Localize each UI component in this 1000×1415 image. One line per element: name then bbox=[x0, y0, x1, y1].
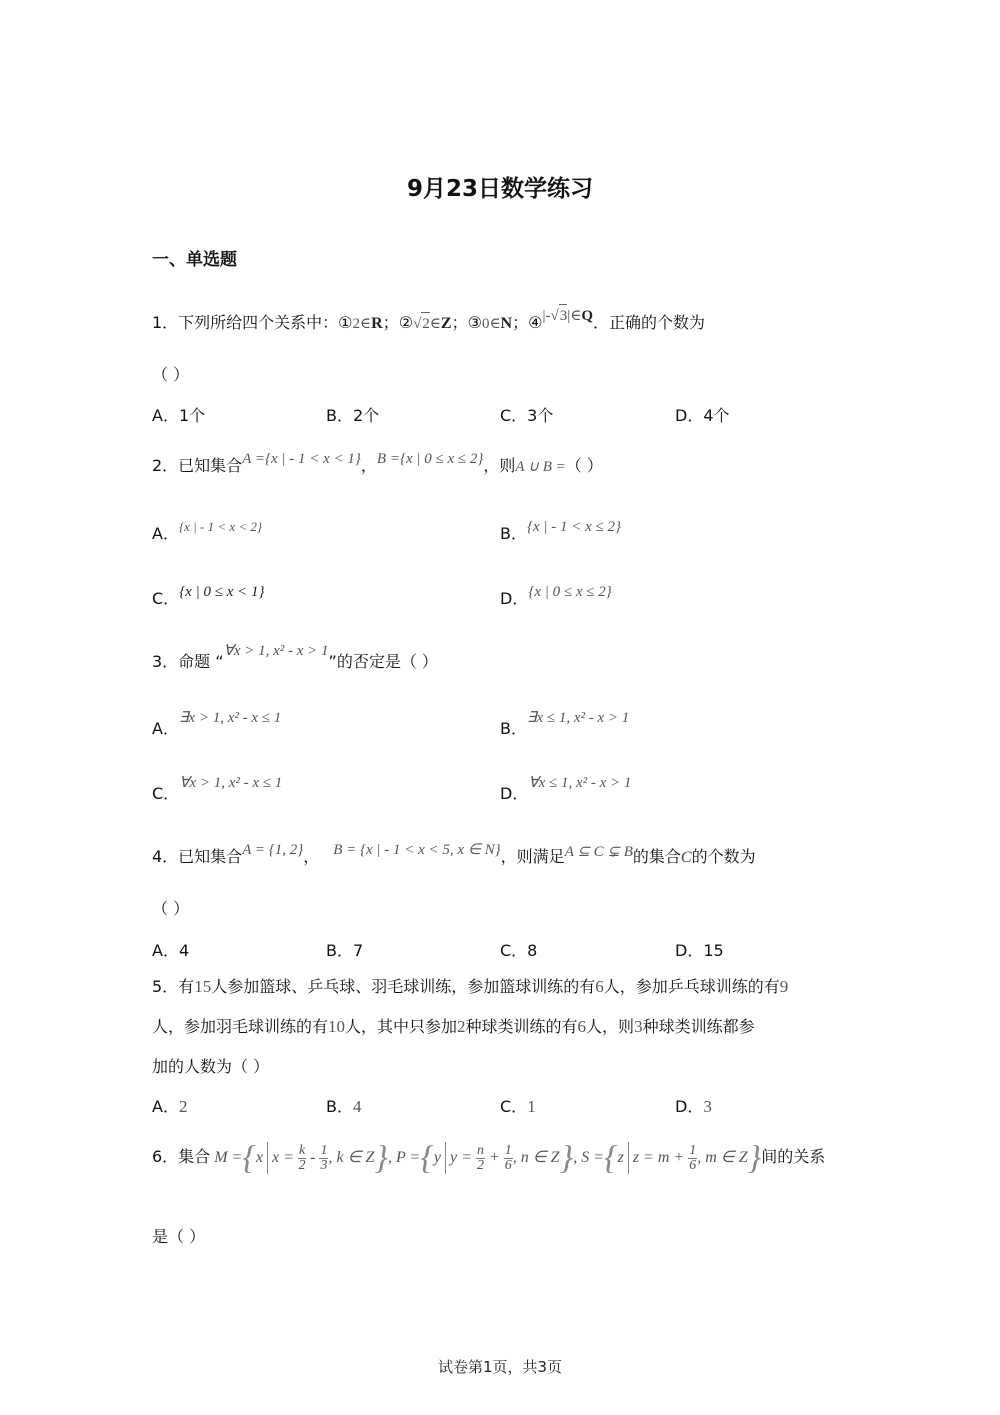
q3-option-b[interactable]: B．∃x ≤ 1, x² - x > 1 bbox=[500, 710, 630, 738]
q1-option-b[interactable]: B．2个 bbox=[326, 406, 380, 425]
question-6-line-2: 是（ ） bbox=[152, 1227, 206, 1246]
question-1: 1．下列所给四个关系中：①2∈R；②√2∈Z；③0∈N；④|-√3|∈Q．正确的个数为 bbox=[152, 312, 705, 335]
q3-option-d[interactable]: D．∀x ≤ 1, x² - x > 1 bbox=[500, 775, 632, 803]
q5-option-b[interactable]: B．4 bbox=[326, 1097, 362, 1116]
q5-option-d[interactable]: D．3 bbox=[675, 1097, 712, 1116]
q2-option-b[interactable]: B．{x | - 1 < x ≤ 2} bbox=[500, 519, 622, 543]
page-footer: 试卷第1页，共3页 bbox=[437, 1358, 563, 1376]
q1-option-a[interactable]: A．1个 bbox=[152, 406, 206, 425]
question-2: 2．已知集合A ={x | - 1 < x < 1}，B ={x | 0 ≤ x ≤ 2}，则A ∪ B =（ ） bbox=[152, 451, 603, 475]
question-1-paren: （ ） bbox=[152, 365, 190, 384]
q3-option-a[interactable]: A．∃x > 1, x² - x ≤ 1 bbox=[152, 710, 282, 738]
q4-option-d[interactable]: D．15 bbox=[675, 941, 724, 960]
section-heading: 一、单选题 bbox=[152, 250, 237, 270]
q5-option-c[interactable]: C．1 bbox=[500, 1097, 536, 1116]
question-5-line-1: 5．有15人参加篮球、乒乓球、羽毛球训练，参加篮球训练的有6人，参加乒乓球训练的有9 bbox=[152, 977, 789, 996]
q3-option-c[interactable]: C．∀x > 1, x² - x ≤ 1 bbox=[152, 775, 283, 803]
question-6: 6．集合 M ={x x = $\frac{k}{2}$ - $\frac{1}{3}$ , k ∈ Z}, P ={y y = $\frac{n}{2}$ + $\frac{1}{6}$ , n ∈ Z}, S ={z z = m + $\frac{1}{6}$ , m ∈ Z}间的关系 bbox=[152, 1139, 826, 1177]
q2-option-d[interactable]: D．{x | 0 ≤ x ≤ 2} bbox=[500, 584, 612, 608]
question-4-paren: （ ） bbox=[152, 899, 190, 918]
page-title: 9月23日数学练习 bbox=[406, 176, 593, 202]
q4-option-c[interactable]: C．8 bbox=[500, 941, 538, 960]
q2-option-a[interactable]: A．$^{\{x | - 1 < x < 2\}}$ bbox=[152, 519, 263, 543]
q1-option-c[interactable]: C．3个 bbox=[500, 406, 554, 425]
question-5-line-3: 加的人数为（ ） bbox=[152, 1057, 270, 1076]
question-4: 4．已知集合A = {1, 2}， B = {x | - 1 < x < 5, x ∈ N}，则满足A ⊆ C ⊊ B的集合C的个数为 bbox=[152, 842, 756, 866]
q4-option-b[interactable]: B．7 bbox=[326, 941, 364, 960]
q5-option-a[interactable]: A．2 bbox=[152, 1097, 188, 1116]
q2-option-c[interactable]: C．{x | 0 ≤ x < 1} bbox=[152, 584, 265, 608]
question-3: 3．命题 “∀x > 1, x² - x > 1”的否定是（ ） bbox=[152, 643, 438, 671]
q1-option-d[interactable]: D．4个 bbox=[675, 406, 730, 425]
q4-option-a[interactable]: A．4 bbox=[152, 941, 190, 960]
question-5-line-2: 人，参加羽毛球训练的有10人，其中只参加2种球类训练的有6人，则3种球类训练都参 bbox=[152, 1017, 755, 1036]
